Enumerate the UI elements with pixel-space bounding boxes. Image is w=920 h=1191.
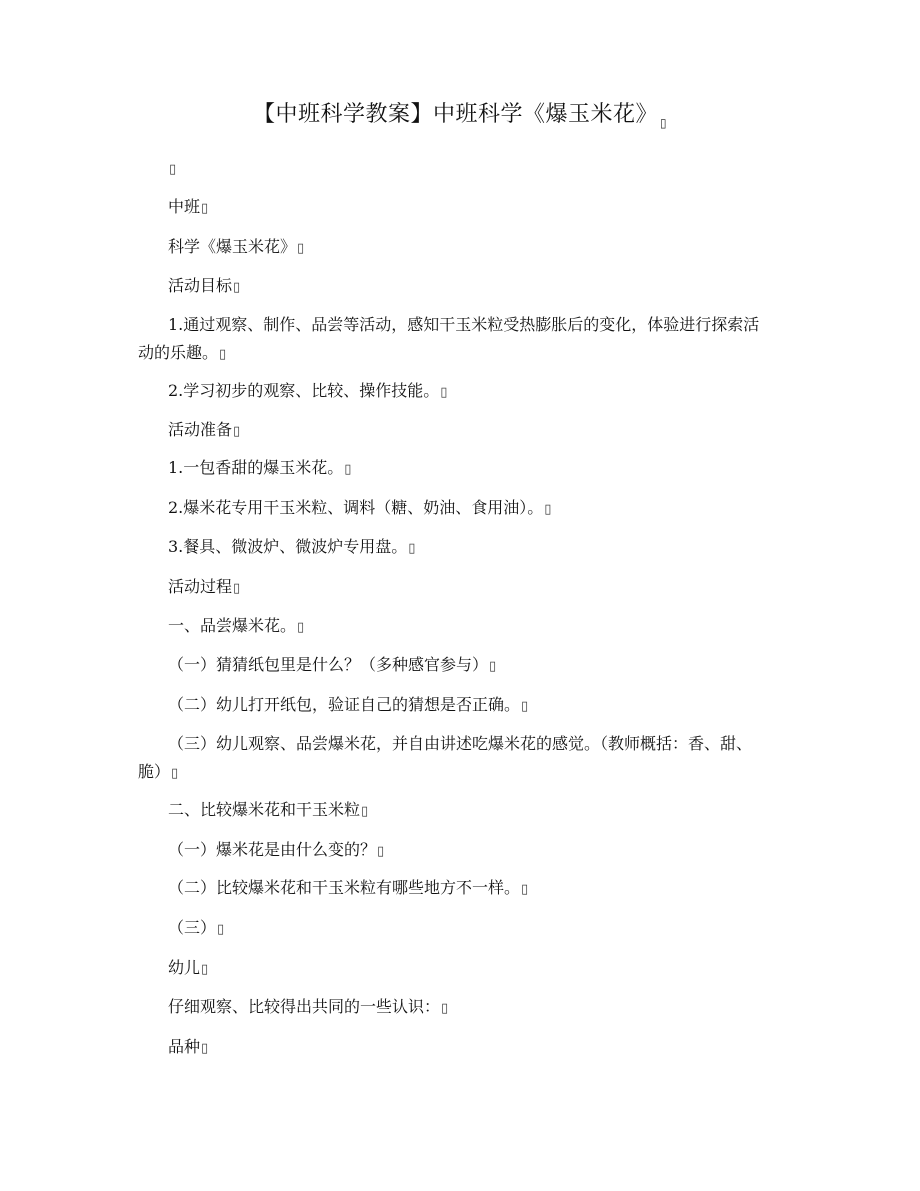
paragraph-children: 幼儿▯ (168, 958, 209, 977)
paragraph-mark-icon: ▯ (489, 659, 497, 674)
paragraph-mark-icon: ▯ (297, 620, 305, 635)
paragraph-mark-icon: ▯ (344, 462, 352, 477)
paragraph-mark-icon: ▯ (408, 541, 416, 556)
paragraph-mark-icon: ▯ (441, 1001, 449, 1016)
paragraph-goal-1: 1.通过观察、制作、品尝等活动，感知干玉米粒受热膨胀后的变化，体验进行探索活 动的乐趣。▯ (138, 315, 760, 362)
paragraph-prep-1: 1.一包香甜的爆玉米花。▯ (168, 458, 352, 477)
paragraph-mark-icon: ▯ (201, 962, 209, 977)
paragraph-mark-icon: ▯ (233, 424, 241, 439)
paragraph-mark-icon: ▯ (659, 116, 668, 130)
paragraph-class: 中班▯ (168, 197, 209, 216)
paragraph-mark-icon: ▯ (233, 280, 241, 295)
paragraph-mark-icon: ▯ (201, 201, 209, 216)
paragraph-step-2-2: （二）比较爆米花和干玉米粒有哪些地方不一样。▯ (168, 878, 529, 897)
paragraph-prep-2: 2.爆米花专用干玉米粒、调料（糖、奶油、食用油）。▯ (168, 498, 552, 517)
paragraph-step-1-1: （一）猜猜纸包里是什么？（多种感官参与）▯ (168, 655, 497, 674)
paragraph-mark-icon: ▯ (361, 804, 369, 819)
paragraph-mark-icon: ▯ (297, 241, 305, 256)
paragraph-mark-icon: ▯ (219, 347, 227, 362)
paragraph-mark-icon: ▯ (171, 766, 179, 781)
paragraph-mark-icon: ▯ (521, 699, 529, 714)
paragraph-step-1-2: （二）幼儿打开纸包，验证自己的猜想是否正确。▯ (168, 695, 529, 714)
paragraph-step-2: 二、比较爆米花和干玉米粒▯ (168, 800, 369, 819)
title-text: 【中班科学教案】中班科学《爆玉米花》 (252, 102, 658, 127)
heading-process: 活动过程▯ (168, 577, 241, 596)
paragraph-prep-3: 3.餐具、微波炉、微波炉专用盘。▯ (168, 537, 416, 556)
heading-goals: 活动目标▯ (168, 276, 241, 295)
paragraph-mark-icon: ▯ (544, 502, 552, 517)
paragraph-goal-2: 2.学习初步的观察、比较、操作技能。▯ (168, 381, 448, 400)
paragraph-mark-icon: ▯ (233, 581, 241, 596)
paragraph-step-1: 一、品尝爆米花。▯ (168, 616, 305, 635)
paragraph-step-2-1: （一）爆米花是由什么变的？▯ (168, 840, 385, 859)
paragraph-mark-icon: ▯ (217, 922, 225, 937)
paragraph-mark-icon: ▯ (201, 1041, 209, 1056)
paragraph-mark-icon: ▯ (440, 385, 448, 400)
paragraph-subject: 科学《爆玉米花》▯ (168, 237, 305, 256)
paragraph-step-1-3: （三）幼儿观察、品尝爆米花，并自由讲述吃爆米花的感觉。（教师概括：香、甜、 脆）▯ (138, 734, 753, 781)
paragraph-step-2-3: （三）▯ (168, 918, 225, 937)
paragraph-observation: 仔细观察、比较得出共同的一些认识：▯ (168, 997, 449, 1016)
heading-preparation: 活动准备▯ (168, 420, 241, 439)
paragraph-empty (168, 157, 176, 181)
paragraph-mark-icon: ▯ (377, 844, 385, 859)
paragraph-variety: 品种▯ (168, 1037, 209, 1056)
page-title (0, 100, 920, 138)
paragraph-mark-icon: ▯ (169, 162, 177, 177)
paragraph-mark-icon: ▯ (521, 882, 529, 897)
